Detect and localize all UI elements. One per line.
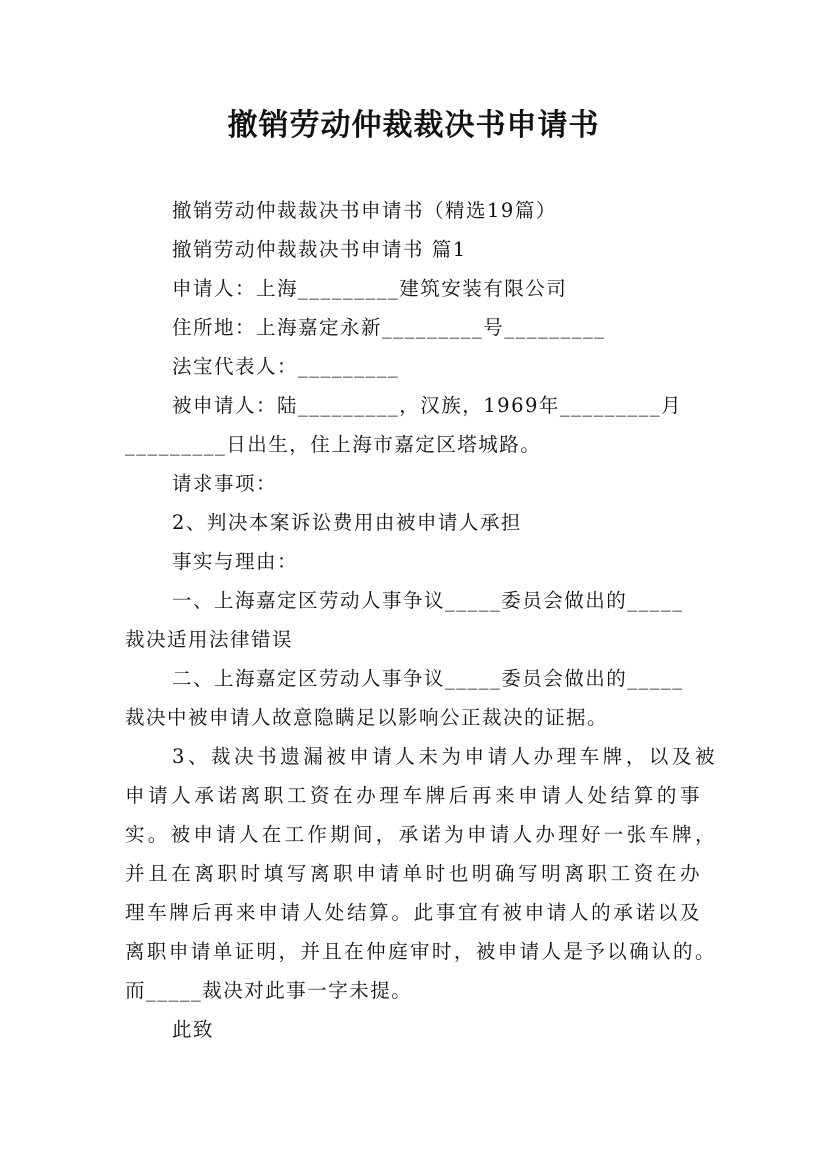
respondent-line: 被申请人：陆_________，汉族，1969年_________月 [172, 394, 683, 417]
fact-three-line-2: 申请人承诺离职工资在办理车牌后再来申请人处结算的事 [125, 784, 700, 807]
legal-rep-line: 法宝代表人：_________ [172, 355, 400, 378]
fact-three-line-5: 理车牌后再来申请人处结算。此事宜有被申请人的承诺以及 [125, 901, 700, 924]
facts-heading: 事实与理由： [172, 550, 299, 573]
document-title: 撤销劳动仲裁裁决书申请书 [227, 108, 600, 143]
fact-two-line-cont: 裁决中被申请人故意隐瞒足以影响公正裁决的证据。 [125, 706, 609, 729]
fact-three-line-3: 实。被申请人在工作期间，承诺为申请人办理好一张车牌， [125, 823, 715, 846]
applicant-line: 申请人：上海_________建筑安装有限公司 [172, 277, 568, 300]
fact-two-line: 二、上海嘉定区劳动人事争议_____委员会做出的_____ [172, 667, 684, 690]
requests-heading: 请求事项： [172, 472, 278, 495]
fact-three-line-7: 而_____裁决对此事一字未提。 [125, 979, 413, 1002]
fact-three-line-1: 3、裁决书遗漏被申请人未为申请人办理车牌，以及被 [172, 745, 715, 768]
request-item: 2、判决本案诉讼费用由被申请人承担 [172, 511, 522, 534]
fact-one-line-cont: 裁决适用法律错误 [125, 628, 294, 651]
respondent-line-cont: _________日出生，住上海市嘉定区塔城路。 [125, 433, 542, 456]
fact-three-line-4: 并且在离职时填写离职申请单时也明确写明离职工资在办 [125, 862, 700, 885]
fact-one-line: 一、上海嘉定区劳动人事争议_____委员会做出的_____ [172, 589, 684, 612]
address-line: 住所地：上海嘉定永新_________号_________ [172, 316, 606, 339]
closing-line: 此致 [172, 1018, 215, 1041]
subtitle-line: 撤销劳动仲裁裁决书申请书（精选19篇） [172, 199, 557, 222]
fact-three-line-6: 离职申请单证明，并且在仲庭审时，被申请人是予以确认的。 [125, 940, 715, 963]
article-heading: 撤销劳动仲裁裁决书申请书 篇1 [172, 238, 467, 261]
